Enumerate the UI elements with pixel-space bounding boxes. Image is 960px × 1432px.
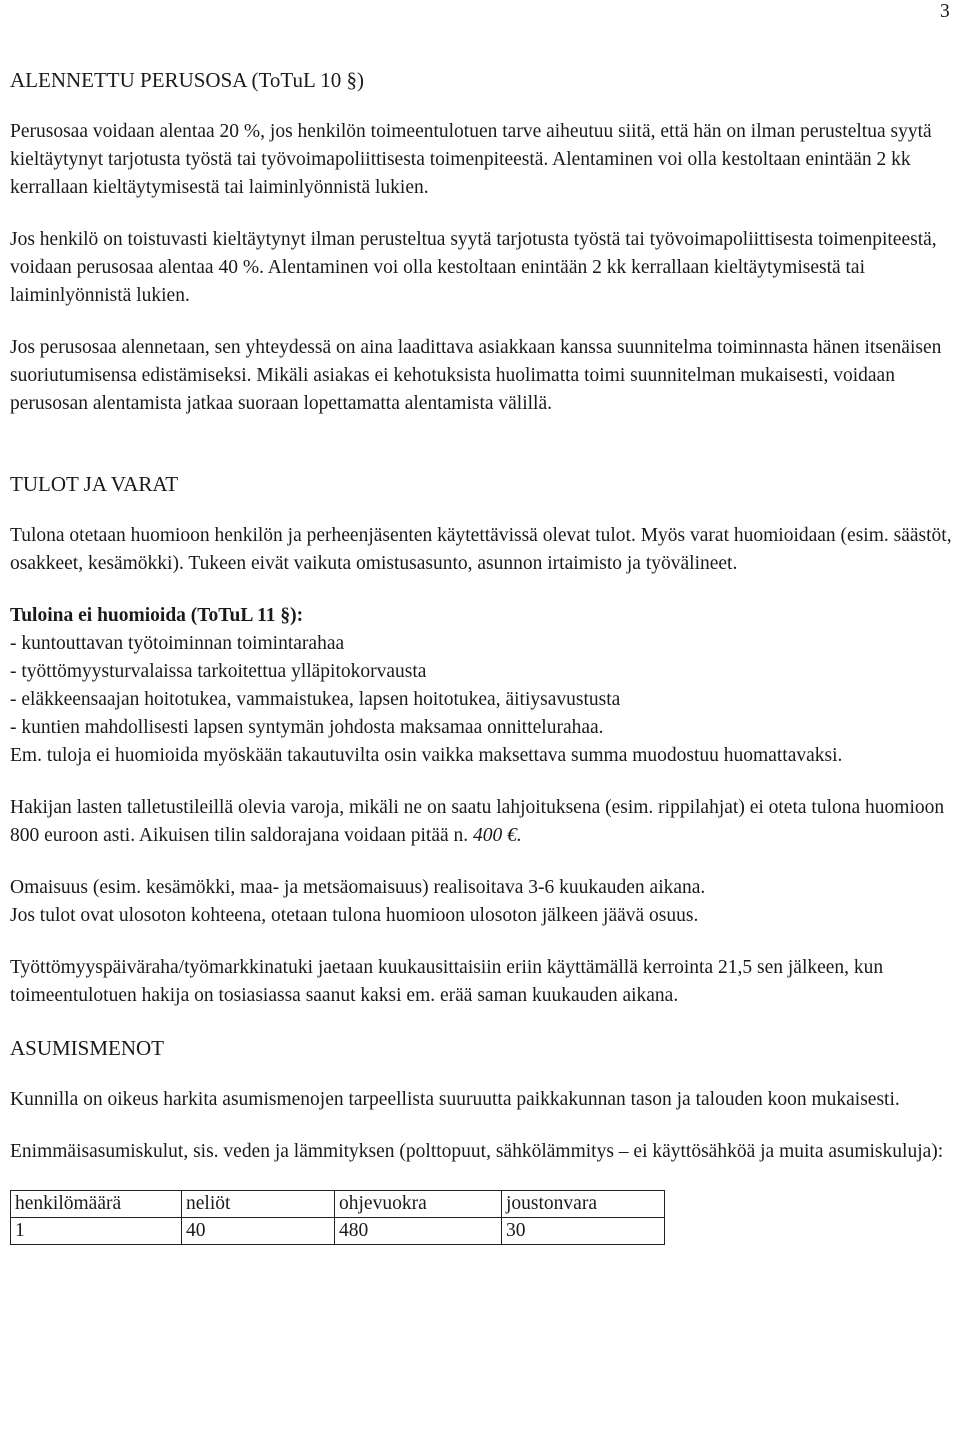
paragraph-em-tuloja: Em. tuloja ei huomioida myöskään takautuvilta osin vaikka maksettava summa muodostuu huomattavaksi. [10,745,843,766]
list-item: - eläkkeensaajan hoitotukea, vammaistukea, lapsen hoitotukea, äitiysavustusta [10,689,621,710]
paragraph-kunnilla-oikeus: Kunnilla on oikeus harkita asumismenojen tarpeellista suuruutta paikkakunnan tason ja talouden koon mukaisesti. [10,1089,900,1110]
table-header-row [11,1191,665,1218]
paragraph-alentaminen-20: Perusosaa voidaan alentaa 20 %, jos henkilön toimeentulotuen tarve aiheutuu siitä, että hän on ilman perusteltua syytä kieltäytynyt tarjotusta työstä tai työvoimapoliittisesta toimenpiteestä. Alentaminen voi olla kestoltaan enintään 2 kk kerrallaan kieltäytymisestä tai laiminlyönnistä lukien. [10,121,932,198]
paragraph-lasten-talletustilit [10,794,955,850]
paragraph-tyottomyyspaivaraha: Työttömyyspäiväraha/työmarkkinatuki jaetaan kuukausittaisiin eriin käyttämällä kerrointa 21,5 sen jälkeen, kun toimeentulotuen hakija on tosiasiassa saanut kaksi em. erää saman kuukauden aikana. [10,957,884,1006]
paragraph-omaisuus: Omaisuus (esim. kesämökki, maa- ja metsäomaisuus) realisoitava 3-6 kuukauden aikana. [10,877,706,898]
heading-alennettu-perusosa: ALENNETTU PERUSOSA (ToTuL 10 §) [10,68,364,92]
table-header-cell: ohjevuokra [335,1191,502,1218]
account-limit-amount: 400 €. [473,825,522,846]
excluded-income-list [10,630,955,742]
table-header-cell: joustonvara [502,1191,665,1218]
table-cell: 30 [502,1218,665,1245]
list-item: - kuntien mahdollisesti lapsen syntymän johdosta maksamaa onnittelurahaa. [10,717,604,738]
table-cell: 40 [182,1218,335,1245]
table-header-cell: neliöt [182,1191,335,1218]
housing-cost-table [10,1190,665,1245]
paragraph-enimmaisasumiskulut: Enimmäisasumiskulut, sis. veden ja lämmityksen (polttopuut, sähkölämmitys – ei käyttösähköä ja muita asumiskuluja): [10,1141,944,1162]
list-item: - työttömyysturvalaissa tarkoitettua ylläpitokorvausta [10,661,427,682]
document-body [10,66,955,1245]
page-number: 3 [940,1,950,22]
paragraph-alentaminen-40: Jos henkilö on toistuvasti kieltäytynyt ilman perusteltua syytä tarjotusta työstä tai työvoimapoliittisesta toimenpiteestä, voidaan perusosaa alentaa 40 %. Alentaminen voi olla kestoltaan enintään 2 kk kerrallaan kieltäytymisestä tai laiminlyönnistä lukien. [10,229,937,306]
list-item: - kuntouttavan työtoiminnan toimintarahaa [10,633,345,654]
children-savings-text: Hakijan lasten talletustileillä olevia varoja, mikäli ne on saatu lahjoituksena (esim. rippilahjat) ei oteta tulona huomioon 800 euroon asti. Aikuisen tilin saldorajana voidaan pitää n. [10,797,945,846]
table-cell: 480 [335,1218,502,1245]
heading-tulot-ja-varat: TULOT JA VARAT [10,472,179,496]
heading-asumismenot: ASUMISMENOT [10,1036,165,1060]
paragraph-ulosotto: Jos tulot ovat ulosoton kohteena, otetaan tulona huomioon ulosoton jälkeen jäävä osuus. [10,905,699,926]
paragraph-suunnitelma: Jos perusosaa alennetaan, sen yhteydessä on aina laadittava asiakkaan kanssa suunnitelma toiminnasta hänen itsenäisen suoriutumisensa edistämiseksi. Mikäli asiakas ei kehotuksista huolimatta toimi suunnitelman mukaisesti, voidaan perusosan alentamista jatkaa suoraan lopettamatta alentamista välillä. [10,337,942,414]
table-header-cell: henkilömäärä [11,1191,182,1218]
excluded-income-heading: Tuloina ei huomioida (ToTuL 11 §): [10,605,304,626]
paragraph-tulona-otetaan: Tulona otetaan huomioon henkilön ja perheenjäsenten käytettävissä olevat tulot. Myös varat huomioidaan (esim. säästöt, osakkeet, kesämökki). Tukeen eivät vaikuta omistusasunto, asunnon irtaimisto ja työvälineet. [10,525,952,574]
table-cell: 1 [11,1218,182,1245]
table-row [11,1218,665,1245]
